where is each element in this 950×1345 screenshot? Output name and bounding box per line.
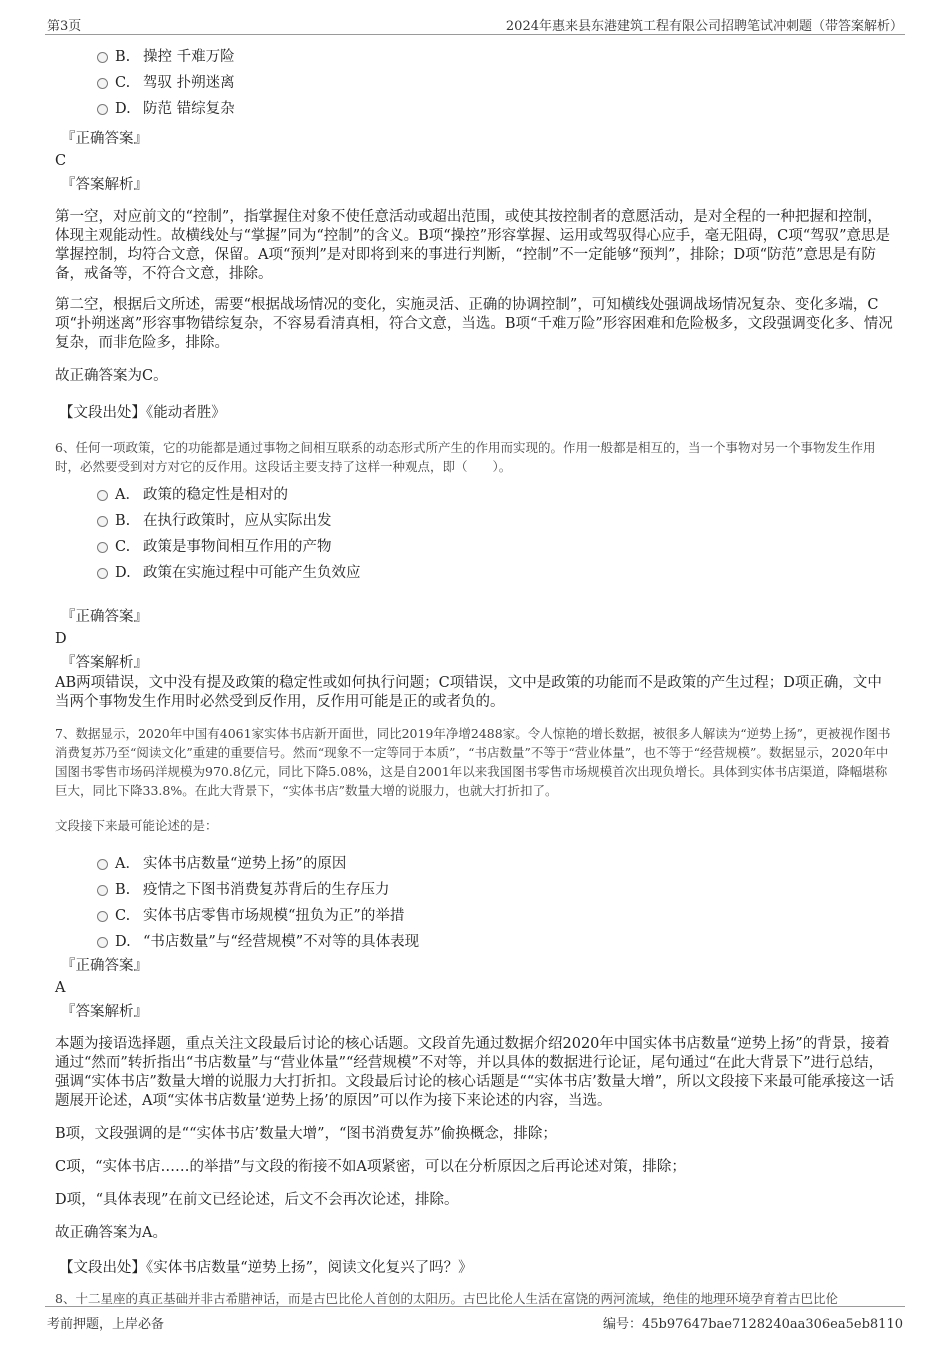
radio-icon[interactable] [97, 490, 108, 501]
option-text: 疫情之下图书消费复苏背后的生存压力 [143, 882, 390, 898]
option-letter: C. [115, 908, 131, 924]
q7-prompt: 文段接下来最可能论述的是： [55, 818, 218, 833]
q8-question: 8、十二星座的真正基础并非古希腊神话，而是古巴比伦人首创的太阳历。古巴比伦人生活在富饶的两河流域，绝佳的地理环境孕育着古巴比伦 [55, 1291, 838, 1306]
q5-option-c[interactable] [55, 70, 895, 96]
radio-icon[interactable] [97, 911, 108, 922]
q7-analysis-p2: B项，文段强调的是““实体书店’数量大增”，“图书消费复苏”偷换概念，排除； [55, 1126, 557, 1142]
q7-answer-label: 『正确答案』 [61, 958, 148, 974]
q5-answer-label: 『正确答案』 [61, 131, 148, 147]
option-letter: D. [115, 934, 131, 950]
option-letter: A． [115, 856, 140, 872]
q7-option-a[interactable] [55, 851, 895, 877]
page-content [55, 44, 895, 1308]
q5-source: 【文段出处】《能动者胜》 [59, 405, 226, 421]
option-letter: D. [115, 101, 131, 117]
q7-analysis-p4: D项，“具体表现”在前文已经论述，后文不会再次论述，排除。 [55, 1192, 459, 1208]
q7-analysis-p3: C项，“实体书店……的举措”与文段的衔接不如A项紧密，可以在分析原因之后再论述对策，排除； [55, 1159, 686, 1175]
option-text: 驾驭 扑朔迷离 [143, 75, 235, 91]
q7-question: 7、数据显示，2020年中国有4061家实体书店新开面世，同比2019年净增2488家。令人惊艳的增长数据，被很多人解读为“逆势上扬”，更被视作图书消费复苏乃至“阅读文化”重建的重要信号。然而“现象不一定等同于本质”，“书店数量”不等于“营业体量”，也不等于“经营规模”。数据显示，2020年中国图书零售市场码洋规模为970.8亿元，同比下降5.08%，这是自2001年以来我国图书零售市场规模首次出现负增长。具体到实体书店渠道，降幅堪称巨大，同比下降33.8%。在此大背景下，“实体书店”数量大增的说服力，也就大打折扣了。 [55, 726, 891, 798]
q6-option-c[interactable] [55, 534, 895, 560]
q6-option-a[interactable] [55, 482, 895, 508]
option-text: 实体书店数量“逆势上扬”的原因 [143, 856, 347, 872]
page-number: 第3页 [47, 19, 82, 34]
option-text: “书店数量”与“经营规模”不对等的具体表现 [143, 934, 420, 950]
q7-options [55, 851, 895, 955]
option-text: 操控 千难万险 [143, 49, 235, 65]
q7-answer: A [55, 980, 66, 996]
option-text: 实体书店零售市场规模“扭负为正”的举措 [143, 908, 405, 924]
q5-analysis-label: 『答案解析』 [61, 177, 148, 193]
radio-icon[interactable] [97, 542, 108, 553]
q5-analysis-p1: 第一空，对应前文的“控制”，指掌握住对象不使任意活动或超出范围，或使其按控制者的意愿活动，是对全程的一种把握和控制，体现主观能动性。故横线处与“掌握”同为“控制”的含义。B项“操控”形容掌握、运用或驾驭得心应手，毫无阻碍，C项“驾驭”意思是掌握控制，均符合文意，保留。A项“预判”是对即将到来的事进行判断，“控制”不一定能够“预判”，排除；D项“防范”意思是有防备，戒备等，不符合文意，排除。 [55, 209, 891, 282]
footer-slogan: 考前押题，上岸必备 [47, 1317, 165, 1332]
q6-answer-label: 『正确答案』 [61, 609, 148, 625]
q5-analysis-p2: 第二空，根据后文所述，需要“根据战场情况的变化，实施灵活、正确的协调控制”，可知横线处强调战场情况复杂、变化多端，C项“扑朔迷离”形容事物错综复杂，不容易看清真相，符合文意，当选。B项“千难万险”形容困难和危险极多，文段强调变化多、情况复杂，而非危险多，排除。 [55, 297, 893, 351]
q5-option-b[interactable] [55, 44, 895, 70]
q7-analysis-label: 『答案解析』 [61, 1004, 148, 1020]
document-title: 2024年惠来县东港建筑工程有限公司招聘笔试冲刺题（带答案解析） [505, 19, 903, 34]
q6-answer: D [55, 631, 67, 647]
radio-icon[interactable] [97, 568, 108, 579]
option-text: 防范 错综复杂 [143, 101, 235, 117]
page-footer [45, 1306, 905, 1331]
q7-conclusion: 故正确答案为A。 [55, 1225, 167, 1241]
option-text: 政策在实施过程中可能产生负效应 [143, 565, 361, 581]
option-letter: C. [115, 539, 131, 555]
radio-icon[interactable] [97, 104, 108, 115]
option-text: 政策是事物间相互作用的产物 [143, 539, 332, 555]
q7-source: 【文段出处】《实体书店数量“逆势上扬”，阅读文化复兴了吗？》 [59, 1260, 473, 1276]
option-letter: D. [115, 565, 131, 581]
option-letter: C. [115, 75, 131, 91]
radio-icon[interactable] [97, 78, 108, 89]
q7-option-b[interactable] [55, 877, 895, 903]
option-letter: B. [115, 49, 131, 65]
q5-answer: C [55, 153, 67, 169]
radio-icon[interactable] [97, 885, 108, 896]
option-letter: B. [115, 513, 131, 529]
q6-option-b[interactable] [55, 508, 895, 534]
radio-icon[interactable] [97, 516, 108, 527]
document-code: 编号：45b97647bae7128240aa306ea5eb8110 [602, 1317, 903, 1332]
q6-analysis-label: 『答案解析』 [61, 655, 148, 671]
q6-option-d[interactable] [55, 560, 895, 586]
option-letter: B. [115, 882, 131, 898]
q7-analysis-p1: 本题为接语选择题，重点关注文段最后讨论的核心话题。文段首先通过数据介绍2020年中国实体书店数量“逆势上扬”的背景，接着通过“然而”转折指出“书店数量”与“营业体量”“经营规模”不对等，并以具体的数据进行论证，尾句通过“在此大背景下”进行总结，强调“实体书店”数量大增的说服力大打折扣。文段最后讨论的核心话题是““实体书店’数量大增”，所以文段接下来最可能承接这一话题展开论述，A项“实体书店数量‘逆势上扬’的原因”可以作为接下来论述的内容，当选。 [55, 1036, 895, 1109]
q5-conclusion: 故正确答案为C。 [55, 368, 168, 384]
option-text: 在执行政策时，应从实际出发 [143, 513, 332, 529]
q7-option-c[interactable] [55, 903, 895, 929]
option-text: 政策的稳定性是相对的 [143, 487, 288, 503]
q5-options [55, 44, 895, 122]
page-header [45, 14, 905, 35]
option-letter: A． [115, 487, 140, 503]
q6-analysis: AB两项错误，文中没有提及政策的稳定性或如何执行问题；C项错误，文中是政策的功能而不是政策的产生过程；D项正确，文中当两个事物发生作用时必然受到反作用，反作用可能是正的或者负的。 [55, 675, 882, 710]
radio-icon[interactable] [97, 859, 108, 870]
q6-options [55, 482, 895, 586]
q6-question: 6、任何一项政策，它的功能都是通过事物之间相互联系的动态形式所产生的作用而实现的。作用一般都是相互的，当一个事物对另一个事物发生作用时，必然要受到对方对它的反作用。这段话主要支持了这样一种观点，即（ ）。 [55, 440, 876, 474]
q5-option-d[interactable] [55, 96, 895, 122]
radio-icon[interactable] [97, 52, 108, 63]
q7-option-d[interactable] [55, 929, 895, 955]
radio-icon[interactable] [97, 937, 108, 948]
